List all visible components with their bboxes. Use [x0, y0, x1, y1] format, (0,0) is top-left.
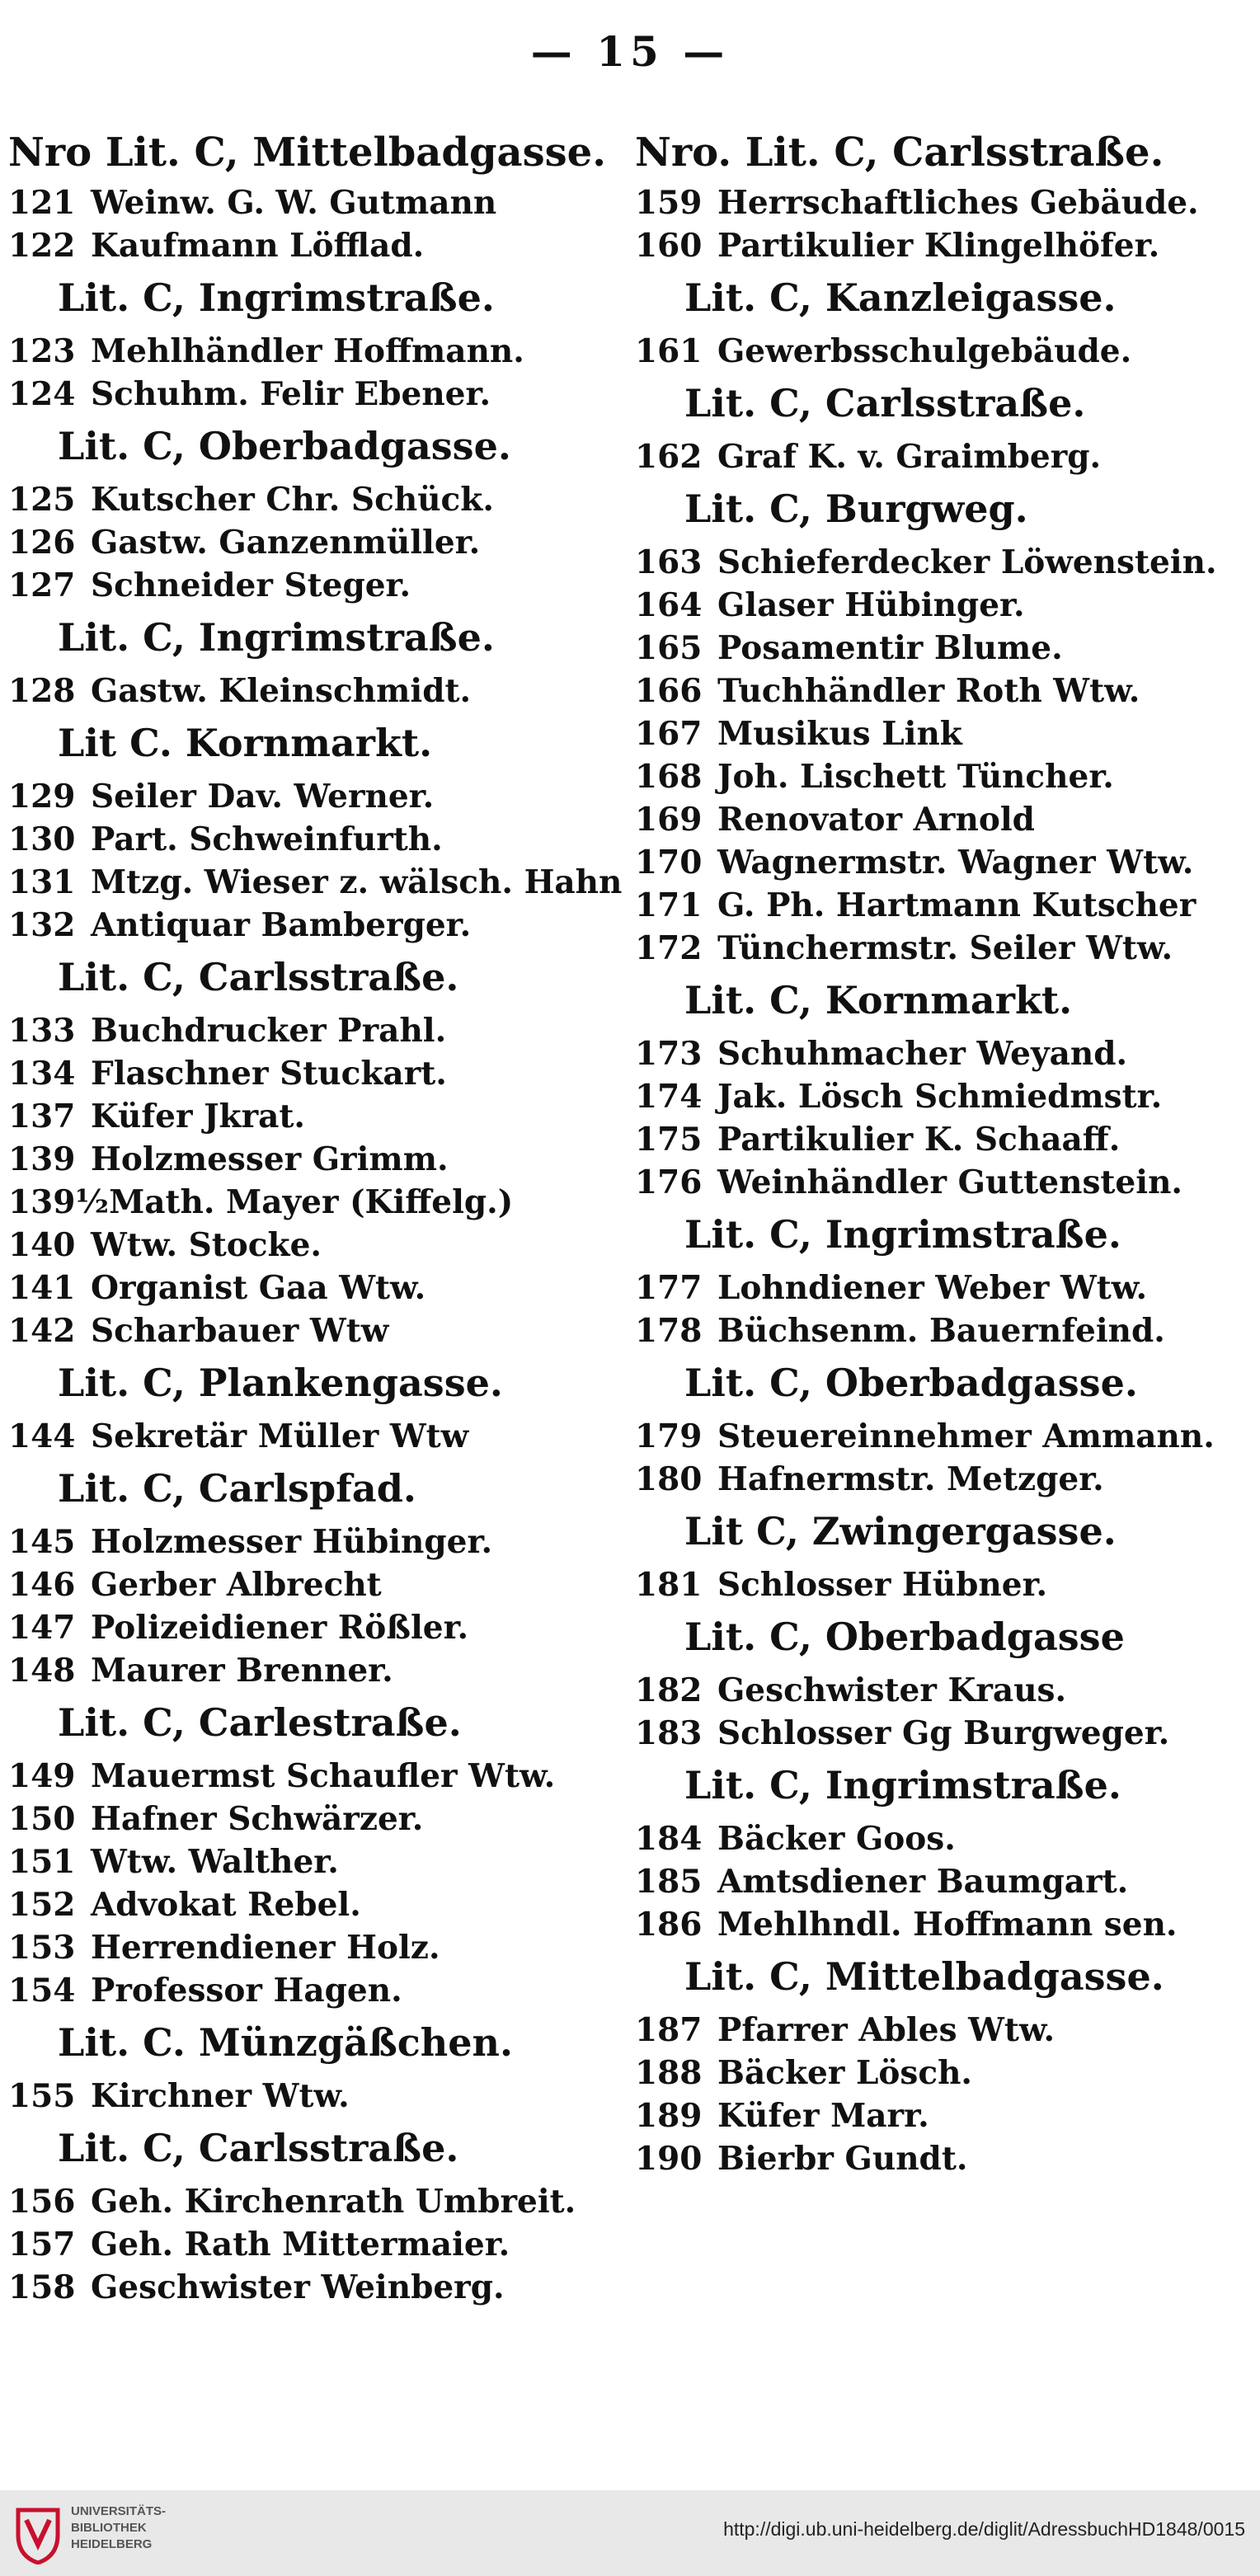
house-number: 126	[8, 524, 76, 562]
directory-entry	[627, 330, 1237, 373]
house-number: 165	[635, 629, 703, 667]
directory-entry	[627, 670, 1237, 712]
house-number: 139½	[8, 1183, 110, 1221]
directory-entry	[627, 1903, 1237, 1946]
resident-name: Wtw. Walther.	[91, 1843, 339, 1881]
house-number: 154	[8, 1972, 76, 2010]
street-heading: Lit. C, Kornmarkt.	[684, 978, 1073, 1022]
directory-entry	[0, 1052, 610, 1095]
directory-entry	[0, 224, 610, 267]
house-number: 127	[8, 566, 76, 604]
resident-name: Schieferdecker Löwenstein.	[717, 543, 1217, 581]
house-number: 144	[8, 1417, 76, 1455]
street-heading: Lit. C, Carlsstraße.	[58, 955, 459, 999]
resident-name: Kirchner Wtw.	[91, 2077, 350, 2115]
resident-name: Gerber Albrecht	[91, 1566, 382, 1604]
house-number: 187	[635, 2011, 703, 2049]
library-name-line-3: HEIDELBERG	[71, 2537, 153, 2551]
directory-entry	[627, 435, 1237, 478]
resident-name: Kutscher Chr. Schück.	[91, 481, 494, 519]
house-number: 189	[635, 2097, 703, 2135]
directory-entry	[0, 1840, 610, 1883]
resident-name: Sekretär Müller Wtw	[91, 1417, 469, 1455]
street-heading: Lit. C, Carlestraße.	[58, 1700, 462, 1745]
resident-name: Flaschner Stuckart.	[91, 1055, 447, 1093]
house-number: 190	[635, 2140, 703, 2178]
street-heading: Lit. C, Burgweg.	[684, 487, 1028, 531]
directory-entry	[627, 1458, 1237, 1501]
house-number: 145	[8, 1523, 76, 1561]
street-heading: Lit. C, Ingrimstraße.	[58, 615, 495, 660]
house-number: 141	[8, 1269, 76, 1307]
resident-name: Tünchermstr. Seiler Wtw.	[717, 929, 1173, 967]
left-column	[0, 124, 623, 2309]
house-number: 180	[635, 1460, 703, 1498]
directory-entry	[627, 1712, 1237, 1755]
street-heading: Lit. C, Carlsstraße.	[684, 381, 1086, 425]
resident-name: Küfer Jkrat.	[91, 1098, 305, 1135]
resident-name: Mehlhndl. Hoffmann sen.	[717, 1906, 1178, 1944]
house-number: 183	[635, 1714, 703, 1752]
directory-entry	[627, 1309, 1237, 1352]
house-number: 121	[8, 184, 76, 222]
street-heading: Lit. C, Carlsstraße.	[58, 2126, 459, 2170]
resident-name: Scharbauer Wtw	[91, 1312, 389, 1350]
column-heading: Nro. Lit. C, Carlsstraße.	[635, 129, 1164, 176]
resident-name: Antiquar Bamberger.	[91, 906, 472, 944]
house-number: 129	[8, 778, 76, 816]
resident-name: Polizeidiener Rößler.	[91, 1609, 469, 1647]
resident-name: Herrschaftliches Gebäude.	[717, 184, 1199, 222]
library-name-line-2: BIBLIOTHEK	[71, 2521, 147, 2535]
house-number: 157	[8, 2226, 76, 2263]
resident-name: Pfarrer Ables Wtw.	[717, 2011, 1055, 2049]
house-number: 182	[635, 1671, 703, 1709]
directory-entry	[627, 1669, 1237, 1712]
house-number: 163	[635, 543, 703, 581]
directory-entry	[627, 2094, 1237, 2137]
directory-entry	[0, 1138, 610, 1181]
resident-name: Geschwister Kraus.	[717, 1671, 1067, 1709]
resident-name: Geschwister Weinberg.	[91, 2268, 505, 2306]
house-number: 155	[8, 2077, 76, 2115]
directory-entry	[627, 755, 1237, 798]
directory-entry	[627, 712, 1237, 755]
house-number: 149	[8, 1757, 76, 1795]
directory-entry	[0, 373, 610, 416]
resident-name: Schlosser Hübner.	[717, 1566, 1048, 1604]
house-number: 167	[635, 715, 703, 753]
directory-entry	[627, 584, 1237, 627]
house-number: 181	[635, 1566, 703, 1604]
street-heading: Lit. C, Oberbadgasse.	[58, 424, 511, 468]
directory-entry	[0, 1415, 610, 1458]
house-number: 160	[635, 227, 703, 265]
directory-entry	[0, 330, 610, 373]
house-number: 148	[8, 1652, 76, 1690]
house-number: 151	[8, 1843, 76, 1881]
directory-entry	[0, 1649, 610, 1692]
directory-entry	[0, 1755, 610, 1798]
directory-entry	[0, 1309, 610, 1352]
street-heading: Lit C. Kornmarkt.	[58, 721, 433, 765]
house-number: 132	[8, 906, 76, 944]
house-number: 168	[635, 758, 703, 796]
resident-name: Partikulier Klingelhöfer.	[717, 227, 1160, 265]
house-number: 140	[8, 1226, 76, 1264]
house-number: 171	[635, 886, 703, 924]
directory-entry	[627, 798, 1237, 841]
house-number: 162	[635, 438, 703, 476]
directory-entry	[0, 1224, 610, 1267]
resident-name: Wagnermstr. Wagner Wtw.	[717, 844, 1194, 881]
house-number: 161	[635, 332, 703, 370]
house-number: 188	[635, 2054, 703, 2092]
resident-name: Mtzg. Wieser z. wälsch. Hahn	[91, 863, 623, 901]
directory-entry	[0, 1521, 610, 1563]
directory-entry	[627, 927, 1237, 970]
house-number: 184	[635, 1820, 703, 1858]
resident-name: Hafner Schwärzer.	[91, 1800, 424, 1838]
directory-entry	[0, 1095, 610, 1138]
resident-name: Buchdrucker Prahl.	[91, 1012, 447, 1050]
resident-name: Posamentir Blume.	[717, 629, 1063, 667]
house-number: 147	[8, 1609, 76, 1647]
resident-name: Schlosser Gg Burgweger.	[717, 1714, 1170, 1752]
directory-entry	[627, 1563, 1237, 1606]
directory-entry	[0, 2266, 610, 2309]
resident-name: Partikulier K. Schaaff.	[717, 1121, 1121, 1159]
directory-entry	[627, 1817, 1237, 1860]
street-heading: Lit. C, Carlspfad.	[58, 1466, 416, 1511]
directory-entry	[0, 2180, 610, 2223]
directory-entry	[0, 904, 610, 947]
house-number: 173	[635, 1035, 703, 1073]
library-name-line-1: UNIVERSITÄTS-	[71, 2504, 167, 2518]
house-number: 170	[635, 844, 703, 881]
street-heading: Lit. C, Ingrimstraße.	[684, 1763, 1121, 1807]
house-number: 179	[635, 1417, 703, 1455]
house-number: 128	[8, 672, 76, 710]
house-number: 137	[8, 1098, 76, 1135]
resident-name: Wtw. Stocke.	[91, 1226, 322, 1264]
directory-entry	[0, 1798, 610, 1840]
street-heading: Lit. C, Mittelbadgasse.	[684, 1954, 1164, 1999]
directory-entry	[0, 478, 610, 521]
house-number: 124	[8, 375, 76, 413]
directory-entry	[627, 1032, 1237, 1075]
street-heading: Lit. C, Oberbadgasse	[684, 1615, 1125, 1659]
directory-entry	[0, 564, 610, 607]
directory-entry	[0, 818, 610, 861]
resident-name: Schuhmacher Weyand.	[717, 1035, 1128, 1073]
directory-entry	[0, 1181, 610, 1224]
house-number: 178	[635, 1312, 703, 1350]
resident-name: Bäcker Lösch.	[717, 2054, 973, 2092]
house-number: 152	[8, 1886, 76, 1924]
directory-entry	[0, 775, 610, 818]
house-number: 122	[8, 227, 76, 265]
street-heading: Lit C, Zwingergasse.	[684, 1509, 1117, 1554]
resident-name: Renovator Arnold	[717, 801, 1035, 839]
house-number: 164	[635, 586, 703, 624]
directory-entry	[627, 841, 1237, 884]
directory-entry	[0, 670, 610, 712]
directory-entry	[627, 884, 1237, 927]
ub-heidelberg-logo-icon	[15, 2502, 61, 2564]
directory-entry	[0, 1267, 610, 1309]
resident-name: Math. Mayer (Kiffelg.)	[109, 1183, 514, 1221]
directory-entry	[0, 1926, 610, 1969]
street-heading: Lit. C, Ingrimstraße.	[684, 1212, 1121, 1257]
resident-name: Graf K. v. Graimberg.	[717, 438, 1102, 476]
house-number: 176	[635, 1163, 703, 1201]
house-number: 159	[635, 184, 703, 222]
street-heading: Lit. C, Oberbadgasse.	[684, 1361, 1138, 1405]
resident-name: Mauermst Schaufler Wtw.	[91, 1757, 556, 1795]
directory-entry	[627, 627, 1237, 670]
resident-name: Schneider Steger.	[91, 566, 411, 604]
street-heading: Lit. C, Kanzleigasse.	[684, 275, 1117, 320]
directory-entry	[627, 2137, 1237, 2180]
resident-name: Jak. Lösch Schmiedmstr.	[717, 1078, 1163, 1116]
directory-entry	[0, 1606, 610, 1649]
page-number-header: — 15 —	[530, 27, 730, 76]
resident-name: Steuereinnehmer Ammann.	[717, 1417, 1215, 1455]
house-number: 185	[635, 1863, 703, 1901]
house-number: 125	[8, 481, 76, 519]
resident-name: Herrendiener Holz.	[91, 1929, 440, 1967]
house-number: 175	[635, 1121, 703, 1159]
house-number: 142	[8, 1312, 76, 1350]
resident-name: Geh. Kirchenrath Umbreit.	[91, 2183, 576, 2221]
directory-entry	[627, 181, 1237, 224]
house-number: 153	[8, 1929, 76, 1967]
resident-name: Maurer Brenner.	[91, 1652, 393, 1690]
resident-name: Holzmesser Hübinger.	[91, 1523, 493, 1561]
resident-name: Amtsdiener Baumgart.	[717, 1863, 1129, 1901]
directory-entry	[0, 1563, 610, 1606]
directory-entry	[0, 1969, 610, 2012]
house-number: 130	[8, 820, 76, 858]
house-number: 156	[8, 2183, 76, 2221]
resident-name: Bierbr Gundt.	[717, 2140, 968, 2178]
house-number: 177	[635, 1269, 703, 1307]
right-column	[627, 124, 1237, 2180]
directory-entry	[627, 2009, 1237, 2052]
directory-entry	[627, 2052, 1237, 2094]
street-heading: Lit. C, Ingrimstraße.	[58, 275, 495, 320]
street-heading: Lit. C. Münzgäßchen.	[58, 2020, 513, 2065]
directory-entry	[0, 181, 610, 224]
resident-name: Professor Hagen.	[91, 1972, 402, 2010]
directory-entry	[0, 1883, 610, 1926]
directory-entry	[0, 861, 623, 904]
directory-entry	[0, 521, 610, 564]
directory-entry	[627, 1075, 1237, 1118]
house-number: 150	[8, 1800, 76, 1838]
resident-name: Hafnermstr. Metzger.	[717, 1460, 1104, 1498]
resident-name: Tuchhändler Roth Wtw.	[717, 672, 1140, 710]
resident-name: Lohndiener Weber Wtw.	[717, 1269, 1148, 1307]
resident-name: Musikus Link	[717, 715, 962, 753]
resident-name: Organist Gaa Wtw.	[91, 1269, 426, 1307]
directory-entry	[627, 541, 1237, 584]
resident-name: Weinhändler Guttenstein.	[717, 1163, 1182, 1201]
resident-name: Weinw. G. W. Gutmann	[91, 184, 497, 222]
house-number: 131	[8, 863, 76, 901]
resident-name: Holzmesser Grimm.	[91, 1140, 449, 1178]
house-number: 186	[635, 1906, 703, 1944]
house-number: 146	[8, 1566, 76, 1604]
directory-entry	[627, 1860, 1237, 1903]
resident-name: Gastw. Ganzenmüller.	[91, 524, 481, 562]
footer-bar	[0, 2490, 1260, 2576]
resident-name: Kaufmann Löfflad.	[91, 227, 425, 265]
house-number: 166	[635, 672, 703, 710]
resident-name: Küfer Marr.	[717, 2097, 929, 2135]
house-number: 134	[8, 1055, 76, 1093]
directory-entry	[627, 1415, 1237, 1458]
directory-entry	[0, 2075, 610, 2118]
resident-name: Joh. Lischett Tüncher.	[717, 758, 1114, 796]
directory-entry	[0, 2223, 610, 2266]
house-number: 174	[635, 1078, 703, 1116]
house-number: 158	[8, 2268, 76, 2306]
directory-entry	[627, 1267, 1237, 1309]
resident-name: Advokat Rebel.	[91, 1886, 361, 1924]
resident-name: Gewerbsschulgebäude.	[717, 332, 1132, 370]
house-number: 123	[8, 332, 76, 370]
directory-entry	[0, 1009, 610, 1052]
resident-name: Part. Schweinfurth.	[91, 820, 443, 858]
directory-entry	[627, 224, 1237, 267]
resident-name: Glaser Hübinger.	[717, 586, 1025, 624]
house-number: 139	[8, 1140, 76, 1178]
resident-name: G. Ph. Hartmann Kutscher	[717, 886, 1197, 924]
resident-name: Mehlhändler Hoffmann.	[91, 332, 524, 370]
house-number: 169	[635, 801, 703, 839]
directory-entry	[627, 1161, 1237, 1204]
house-number: 133	[8, 1012, 76, 1050]
resident-name: Büchsenm. Bauernfeind.	[717, 1312, 1165, 1350]
source-url-link[interactable]: http://digi.ub.uni-heidelberg.de/diglit/AdressbuchHD1848/0015	[723, 2518, 1245, 2540]
directory-entry	[627, 1118, 1237, 1161]
house-number: 172	[635, 929, 703, 967]
resident-name: Schuhm. Felir Ebener.	[91, 375, 491, 413]
resident-name: Bäcker Goos.	[717, 1820, 956, 1858]
resident-name: Seiler Dav. Werner.	[91, 778, 435, 816]
resident-name: Geh. Rath Mittermaier.	[91, 2226, 510, 2263]
street-heading: Lit. C, Plankengasse.	[58, 1361, 503, 1405]
resident-name: Gastw. Kleinschmidt.	[91, 672, 472, 710]
column-heading: Nro Lit. C, Mittelbadgasse.	[8, 129, 606, 176]
